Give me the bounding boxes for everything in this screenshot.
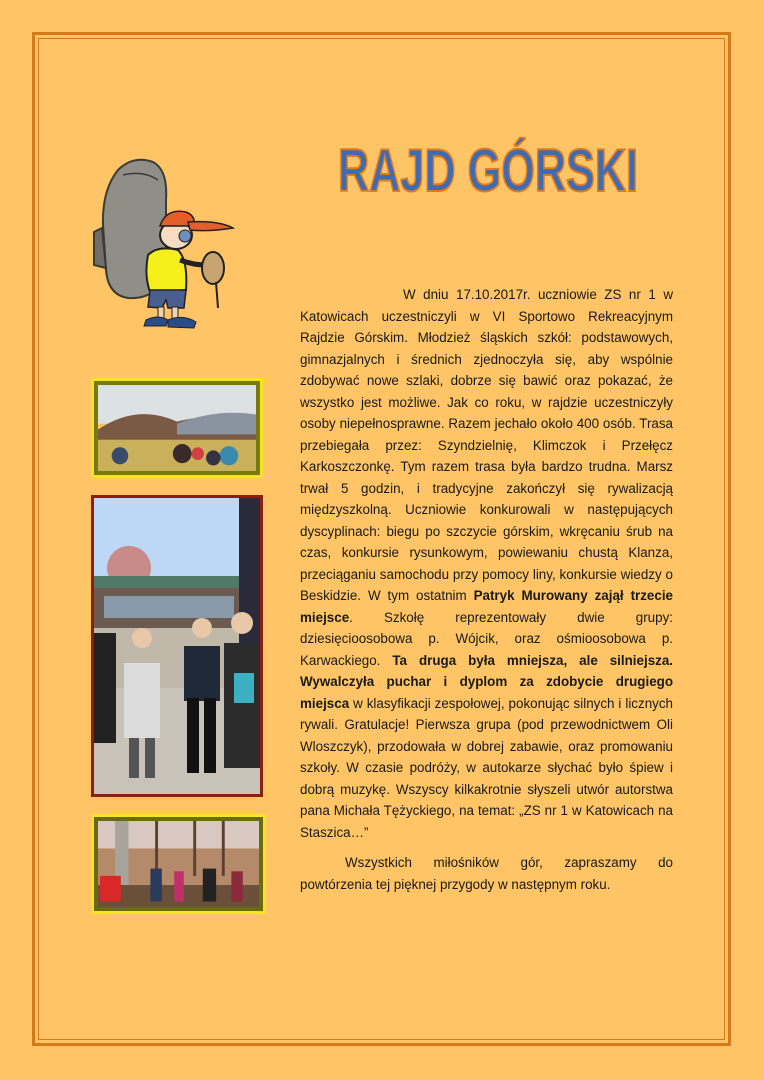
photo-mountain-meadow bbox=[91, 378, 263, 478]
page-title: RAJD GÓRSKI bbox=[338, 137, 639, 204]
article-paragraph-1: W dniu 17.10.2017r. uczniowie ZS nr 1 w Katowicach uczestniczyli w VI Sportowo Rekreacyjnym Rajdzie Górskim. Młodzież śląskich szkół: podstawowych, gimnazjalnych i średnich zjednoczyła się, aby wspólnie zdobywać nowe szlaki, dobrze się bawić oraz pokazać, że wszystko jest możliwe. Jak co roku, w rajdzie uczestniczyły osoby niepełnosprawne. Razem jechało około 400 osób. Trasa przebiegała przez: Szyndzielnię, Klimczok i Przełęcz Karkoszczonkę. Tym razem trasa była bardzo trudna. Marsz trwał 5 godzin, i tradycyjne zakończył się rywalizacją międzyszkolną. Uczniowie konkurowali w następujących dyscyplinach: biegu po szczycie górskim, wkręcaniu śrub na czas, konkursie rysunkowym, powiewaniu chustą Klanza, przeciąganiu samochodu przy pomocy liny, konkursie wiedzy o Beskidzie. W tym ostatnim Patryk Murowany zajął trzecie miejsce. Szkołę reprezentowały dwie grupy: dziesięcioosobowa p. Wójcik, oraz ośmioosobowa p. Karwackiego. Ta druga była mniejsza, ale silniejsza. Wywalczyła puchar i dyplom za zdobycie drugiego miejsca w klasyfikacji zespołowej, pokonując silnych i licznych rywali. Gratulacje! Pierwsza grupa (pod przewodnictwem Oli Wloszczyk), przodowała w dobrej zabawie, oraz promowaniu szkoły. W czasie podróży, w autokarze słychać było śpiew i dobrą muzykę. Wszyscy kilkakrotnie słyszeli utwór autorstwa pana Michała Tężyckiego, na temat: „ZS nr 1 w Katowicach na Staszica…” bbox=[300, 287, 673, 840]
article-paragraph-2: Wszystkich miłośników gór, zapraszamy do powtórzenia tej pięknej przygody w następnym roku. bbox=[300, 855, 673, 892]
highlight-second-place: Ta druga była mniejsza, ale silniejsza. Wywalczyła puchar i dyplom za zdobycie drugiego miejsca bbox=[300, 652, 673, 711]
article-body bbox=[300, 284, 673, 895]
highlight-third-place: Patryk Murowany zajął trzecie miejsce bbox=[300, 588, 673, 625]
hiker-mascot-illustration bbox=[88, 150, 238, 335]
photo-students-at-hostel bbox=[91, 495, 263, 797]
photo-forest-group bbox=[91, 814, 266, 914]
